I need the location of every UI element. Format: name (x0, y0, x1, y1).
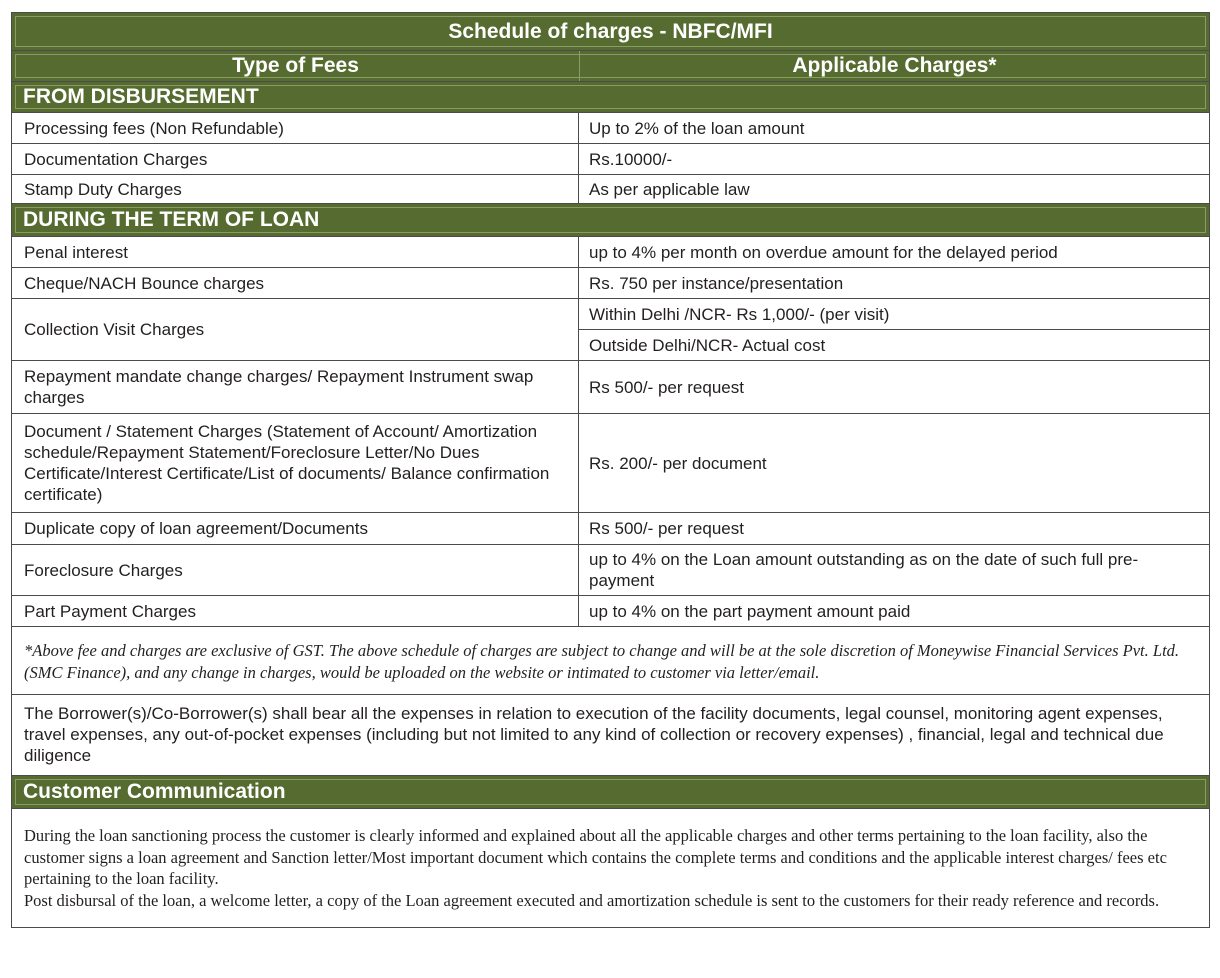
section-title: DURING THE TERM OF LOAN (23, 208, 320, 231)
table-row (12, 144, 1209, 175)
table-row (12, 175, 1209, 204)
section-header-disbursement (12, 82, 1209, 113)
table-title-text: Schedule of charges - NBFC/MFI (448, 19, 773, 43)
fee-cell: Processing fees (Non Refundable) (12, 113, 579, 143)
charge-cell: Rs. 750 per instance/presentation (589, 273, 844, 293)
charge-cell: Up to 2% of the loan amount (589, 118, 805, 138)
charge-cell-split (579, 299, 1209, 360)
fee-cell: Cheque/NACH Bounce charges (12, 268, 579, 298)
charges-table (11, 12, 1210, 928)
column-header-row (12, 51, 1209, 82)
table-row (12, 299, 1209, 361)
charge-subcell: Within Delhi /NCR- Rs 1,000/- (per visit) (589, 304, 890, 324)
fee-cell: Part Payment Charges (12, 596, 579, 626)
expenses-note: The Borrower(s)/Co-Borrower(s) shall bear all the expenses in relation to execution of the facility documents, legal counsel, monitoring agent expenses, travel expenses, any out-of-pocket expenses (including but not limited to any kind of collection or recovery expenses) , financial, legal and technical due diligence (12, 695, 1209, 776)
column-header-fee-type: Type of Fees (12, 51, 580, 81)
table-row (12, 513, 1209, 545)
table-row (12, 596, 1209, 627)
fee-cell: Penal interest (12, 237, 579, 267)
charge-cell: up to 4% per month on overdue amount for the delayed period (589, 242, 1058, 262)
section-title: FROM DISBURSEMENT (23, 85, 259, 108)
charge-cell: Rs. 200/- per document (589, 453, 767, 473)
charge-cell: Rs 500/- per request (589, 377, 744, 397)
communication-paragraph: Post disbursal of the loan, a welcome letter, a copy of the Loan agreement executed and amortization schedule is sent to the customers for their ready reference and records. (24, 890, 1160, 910)
table-row (12, 361, 1209, 414)
fee-cell: Document / Statement Charges (Statement of Account/ Amortization schedule/Repayment Statement/Foreclosure Letter/No Dues Certificate/Interest Certificate/List of documents/ Balance confirmation certificate) (12, 414, 579, 512)
table-row (12, 237, 1209, 268)
charge-cell: up to 4% on the part payment amount paid (589, 601, 911, 621)
table-row (12, 414, 1209, 513)
table-row (12, 113, 1209, 144)
charge-cell: up to 4% on the Loan amount outstanding as on the date of such full pre-payment (589, 550, 1139, 590)
charge-cell: Rs.10000/- (589, 149, 673, 169)
section-header-communication (12, 776, 1209, 809)
charge-subcell: Outside Delhi/NCR- Actual cost (579, 329, 1209, 360)
fee-cell: Collection Visit Charges (12, 299, 579, 360)
charge-cell: Rs 500/- per request (589, 519, 744, 538)
table-title (12, 13, 1209, 51)
communication-paragraph: During the loan sanctioning process the customer is clearly informed and explained about all the applicable charges and other terms pertaining to the loan facility, also the customer signs a loan agreement and Sanction letter/Most important document which contains the complete terms and conditions and the applicable interest charges/ fees etc pertaining to the loan facility. (24, 826, 1167, 888)
fee-cell: Stamp Duty Charges (12, 175, 579, 203)
table-row (12, 268, 1209, 299)
communication-text (12, 809, 1209, 927)
fee-cell: Duplicate copy of loan agreement/Documents (12, 513, 579, 544)
charge-cell: As per applicable law (589, 179, 750, 199)
gst-disclaimer: *Above fee and charges are exclusive of GST. The above schedule of charges are subject to change and will be at the sole discretion of Moneywise Financial Services Pvt. Ltd. (SMC Finance), and any change in charges, would be uploaded on the website or intimated to customer via letter/email. (12, 627, 1209, 695)
table-row (12, 545, 1209, 596)
section-header-loan-term (12, 204, 1209, 237)
fee-cell: Foreclosure Charges (12, 545, 579, 595)
fee-cell: Repayment mandate change charges/ Repayment Instrument swap charges (12, 361, 579, 413)
column-header-charges: Applicable Charges* (792, 54, 997, 77)
section-title: Customer Communication (23, 780, 286, 803)
fee-cell: Documentation Charges (12, 144, 579, 174)
